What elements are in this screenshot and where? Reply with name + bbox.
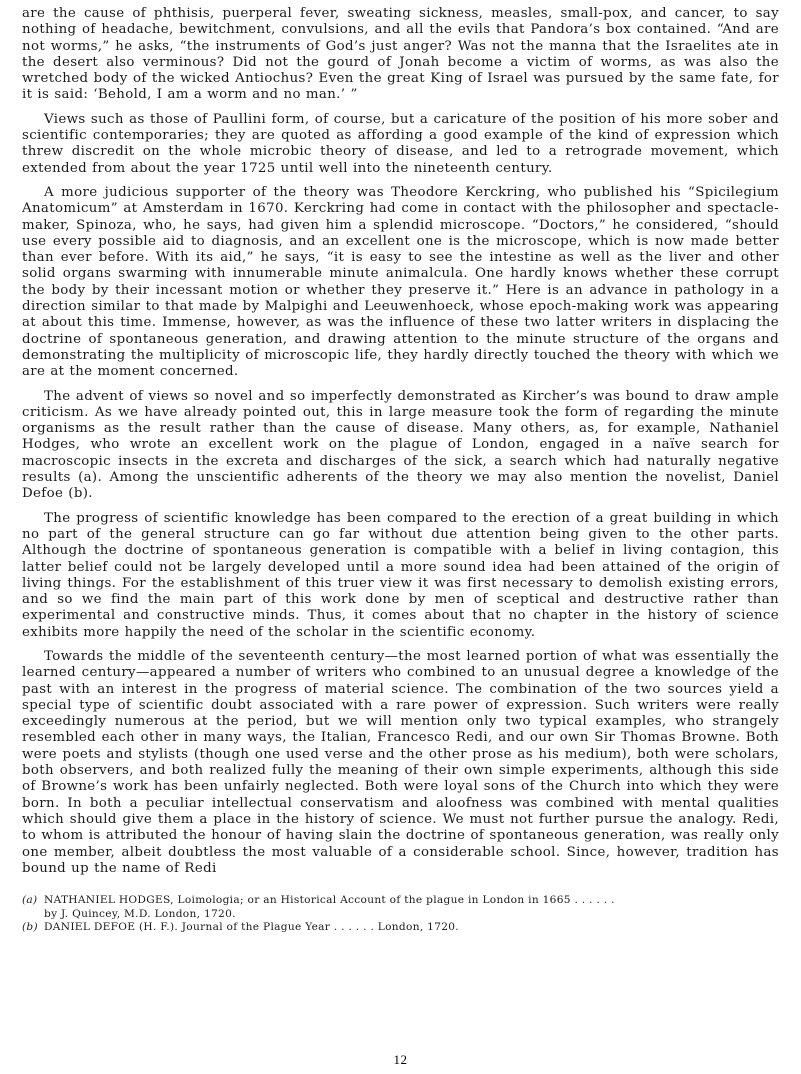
paragraph: A more judicious supporter of the theory was Theodore Kerckring, who published his “Spicilegium Anatomicum” at Amsterdam in 1670. Kerckring had come in contact with the philosopher and spectacle-maker, Spinoza, who, he says, had given him a splendid microscope. “Doctors,” he considered, “should use every possible aid to diagnosis, and an excellent one is the microscope, which is now made better than ever before. With its aid,” he says, “it is easy to see the intestine as well as the liver and other solid organs swarming with innumerable minute animalcula. One hardly knows whether these corrupt the body by their incessant motion or whether they preserve it.” Here is an advance in pathology in a direction similar to that made by Malpighi and Leeuwenhoeck, whose epoch-making work was appearing at about this time. Immense, however, as was the influence of these two latter writers in displacing the doctrine of spontaneous generation, and drawing attention to the minute structure of the organs and demonstrating the multiplicity of microscopic life, they hardly directly touched the theory with which we are at the moment concerned. bbox=[22, 184, 779, 380]
paragraph: are the cause of phthisis, puerperal fever, sweating sickness, measles, small-pox, and cancer, to say nothing of headache, bewitchment, convulsions, and all the evils that Pandora’s box contained. “And are not worms,” he asks, “the instruments of God’s just anger? Was not the manna that the Israelites ate in the desert also verminous? Did not the gourd of Jonah become a victim of worms, as was also the wretched body of the wicked Antiochus? Even the great King of Israel was pursued by the same fate, for it is said: ‘Behold, I am a worm and no man.’ ” bbox=[22, 6, 779, 103]
paragraph: The progress of scientific knowledge has been compared to the erection of a great building in which no part of the general structure can go far without due attention being given to the other parts. Although the doctrine of spontaneous generation is compatible with a belief in living contagion, this latter belief could not be largely developed until a more sound idea had been attained of the origin of living things. For the establishment of this truer view it was first necessary to demolish existing errors, and so we find the main part of this work done by men of sceptical and destructive rather than experimental and constructive minds. Thus, it comes about that no chapter in the history of science exhibits more happily the need of the scholar in the scientific economy. bbox=[22, 510, 779, 640]
body-text bbox=[22, 6, 779, 877]
footnote bbox=[22, 921, 779, 934]
paragraph: The advent of views so novel and so imperfectly demonstrated as Kircher’s was bound to draw ample criticism. As we have already pointed out, this in large measure took the form of regarding the minute organisms as the result rather than the cause of disease. Many others, as, for example, Nathaniel Hodges, who wrote an excellent work on the plague of London, engaged in a naïve search for macroscopic insects in the excreta and discharges of the sick, a search which had naturally negative results (a). Among the unscientific adherents of the theory we may also mention the novelist, Daniel Defoe (b). bbox=[22, 388, 779, 502]
footnote bbox=[22, 894, 779, 921]
page-number: 12 bbox=[393, 1052, 408, 1067]
footnote-text: DANIEL DEFOE (H. F.). Journal of the Plague Year . . . . . . London, 1720. bbox=[44, 920, 459, 933]
footnotes bbox=[22, 894, 779, 934]
paragraph: Towards the middle of the seventeenth century—the most learned portion of what was essentially the learned century—appeared a number of writers who combined to an unusual degree a knowledge of the past with an interest in the progress of material science. The combination of the two sources yield a special type of scientific doubt associated with a rare power of expression. Such writers were really exceedingly numerous at the period, but we will mention only two typical examples, who strangely resembled each other in many ways, the Italian, Francesco Redi, and our own Sir Thomas Browne. Both were poets and stylists (though one used verse and the other prose as his medium), both were scholars, both observers, and both realized fully the meaning of their own simple experiments, although this side of Browne’s work has been unfairly neglected. Both were loyal sons of the Church into which they were born. In both a peculiar intellectual conservatism and aloofness was combined with mental qualities which should give them a place in the history of science. We must not further pursue the analogy. Redi, to whom is attributed the honour of having slain the doctrine of spontaneous generation, was really only one member, albeit doubtless the most valuable of a considerable school. Since, however, tradition has bound up the name of Redi bbox=[22, 648, 779, 876]
footnote-mark: (a) bbox=[22, 894, 38, 907]
paragraph: Views such as those of Paullini form, of course, but a caricature of the position of his more sober and scientific contemporaries; they are quoted as affording a good example of the kind of expression which threw discredit on the whole microbic theory of disease, and led to a retrograde movement, which extended from about the year 1725 until well into the nineteenth century. bbox=[22, 111, 779, 176]
footnote-text: NATHANIEL HODGES, Loimologia; or an Historical Account of the plague in London in 1665 . . . . . . bbox=[44, 894, 615, 907]
footnote-continuation: by J. Quincey, M.D. London, 1720. bbox=[44, 907, 236, 920]
footnote-mark: (b) bbox=[22, 920, 38, 933]
